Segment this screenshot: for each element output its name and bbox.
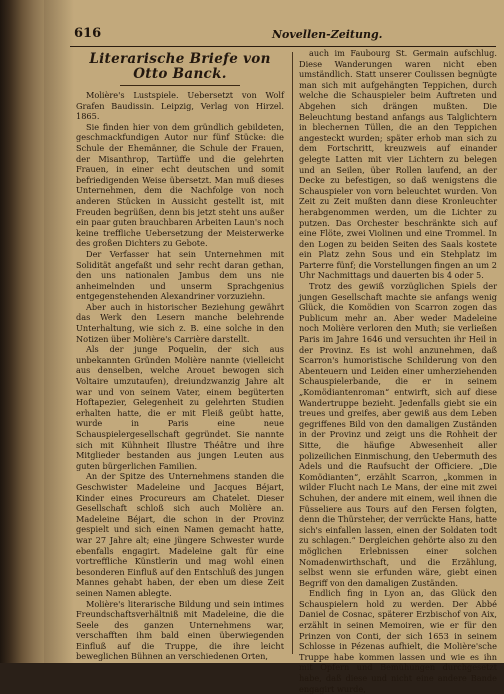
- left-column: [76, 48, 284, 662]
- running-head: Novellen-Zeitung.: [272, 28, 383, 41]
- paragraph: Endlich fing in Lyon an, das Glück den Schauspielern hold zu werden. Der Abbé Daniel de Cosnac, späterer Erzbischof von Aix, erzählt in seinen Memoiren, wie er für den Prinzen von Conti, der sich 1653 in seinem Schlosse in Pézenas aufhielt, die Molière'sche Truppe habe kommen lassen und wie es ihn mit Opfern und Bemühungen durchgesetzt habe, daß diese und nicht eine andere Bande engagirt wurde,: [299, 588, 497, 694]
- paragraph: Sie finden hier von dem gründlich gebildeten, geschmackfundigen Autor nur fünf Stücke: die Schule der Ehemänner, die Schule der Frauen, der Misanthrop, Tartüffe und die gelehrten Frauen, in einer echt deutschen und somit befriedigenden Weise übersetzt. Man muß dieses Unternehmen, dem die Nachfolge von noch anderen Stücken in Aussicht gestellt ist, mit Freuden begrüßen, denn bis jetzt steht uns außer ein paar guten brauchbaren Arbeiten Laun's noch keine treffliche Uebersetzung der Meisterwerke des großen Dichters zu Gebote.: [76, 121, 284, 249]
- paragraph: Trotz des gewiß vorzüglichen Spiels der jungen Gesellschaft machte sie anfangs wenig Glück, die Komödien von Scarron zogen das Publicum mehr an. Aber weder Madeleine noch Molière verloren den Muth; sie verließen Paris im Jahre 1646 und versuchten ihr Heil in der Provinz. Es ist wohl anzunehmen, daß Scarron's humoristische Schilderung von den Abenteuern und Leiden einer umherziehenden Schauspielerbande, die er in seinem „Komödiantenroman“ entwirft, sich auf diese Wandertruppe bezieht. Jedenfalls giebt sie ein treues und greifes, aber gewiß aus dem Leben gegriffenes Bild von den damaligen Zuständen in der Provinz und zeigt uns die Rohheit der Sitte, die häufige Abwesenheit aller polizeilichen Einmischung, den Uebermuth des Adels und die Raufsucht der Officiere. „Die Komödianten“, erzählt Scarron, „kommen in wilder Flucht nach Le Mans, der eine mit zwei Schuhen, der andere mit einem, weil ihnen die Füsseliere aus Tours auf den Fersen folgten, denn die Thürsteher, der verrückte Hans, hatte sich's einfallen lassen, einen der Soldaten todt zu schlagen.“ Dergleichen gehörte also zu den möglichen Erlebnissen einer solchen Nomadenwirthschaft, und die Erzählung, selbst wenn sie erfunden wäre, giebt einen Begriff von den damaligen Zuständen.: [299, 281, 497, 588]
- right-column: [299, 48, 497, 694]
- paragraph: auch im Faubourg St. Germain aufschlug. Diese Wanderungen waren nicht eben umständlich. Statt unserer Coulissen begnügte man sich mit aufgehängten Teppichen, durch welche die Schauspieler beim Auftreten und Abgehen sich drängen mußten. Die Beleuchtung bestand anfangs aus Talglichtern in blechernen Tüllen, die an den Teppichen angesteckt wurden; später erhob man sich zu dem Fortschritt, kreuzweis auf einander gelegte Latten mit vier Lichtern zu belegen und an Seilen, über Rollen laufend, an der Decke zu befestigen, so daß wenigstens die Schauspieler von vorn beleuchtet wurden. Von Zeit zu Zeit mußten dann diese Kronleuchter herabgenommen werden, um die Lichter zu putzen. Das Orchester beschränkte sich auf eine Flöte, zwei Violinen und eine Trommel. In den Logen zu beiden Seiten des Saals kostete ein Platz zehn Sous und ein Stehplatz im Parterre fünf; die Vorstellungen fingen an um 2 Uhr Nachmittags und dauerten bis 4 oder 5.: [299, 48, 497, 281]
- article-title: Literarische Briefe von Otto Banck.: [89, 51, 271, 82]
- paragraph: An der Spitze des Unternehmens standen die Geschwister Madeleine und Jacques Béjart, Kinder eines Procureurs am Chatelet. Dieser Gesellschaft schloß sich auch Molière an. Madeleine Béjart, die schon in der Provinz gespielt und sich einen Namen gemacht hatte, war 27 Jahre alt; eine jüngere Schwester wurde ebenfalls engagirt. Madeleine galt für eine vortreffliche Künstlerin und mag wohl einen besonderen Einfluß auf den Entschluß des jungen Mannes gehabt haben, der eben um diese Zeit seinen Namen ablegte.: [76, 471, 284, 598]
- column-divider: [292, 52, 293, 654]
- book-page: [44, 0, 504, 694]
- page-number: 616: [74, 26, 102, 41]
- book-reference: Molière's Lustspiele. Uebersetzt von Wolf Grafen Baudissin. Leipzig, Verlag von Hirzel. 1865.: [76, 90, 284, 122]
- right-paragraphs: [299, 48, 497, 694]
- paragraph: Als der junge Poquelin, der sich aus unbekannten Gründen Molière nannte (vielleicht aus denselben, welche Arouet bewogen sich Voltaire umzutaufen), dreiundzwanzig Jahre alt war und von seinem Vater, einem begüterten Hoftapezier, Gelegenheit zu gelehrten Studien erhalten hatte, die er mit Fleiß geübt hatte, wurde in Paris eine neue Schauspielergesellschaft gegründet. Sie nannte sich mit Kühnheit Illustre Théâtre und ihre Mitglieder bestanden aus jungen Leuten aus guten bürgerlichen Familien.: [76, 344, 284, 471]
- paragraph: Der Verfasser hat sein Unternehmen mit Solidität angefaßt und sehr recht daran gethan, den uns nationalen Jambus dem uns nie anheimelnden und unserm Sprachgenius entgegenstehenden Alexandriner vorzuziehn.: [76, 248, 284, 302]
- paragraph: Molière's literarische Bildung und sein intimes Freundschaftsverhältniß mit Madeleine, die die Seele des ganzen Unternehmens war, verschafften ihm bald einen überwiegenden Einfluß auf die Truppe, die ihre leicht beweglichen Bühnen an verschiedenen Orten,: [76, 598, 284, 662]
- header-rule: [70, 46, 496, 47]
- paragraph: Aber auch in historischer Beziehung gewährt das Werk den Lesern manche belehrende Unterhaltung, wie sich z. B. eine solche in den Notizen über Molière's Carrière darstellt.: [76, 301, 284, 344]
- left-paragraphs: [76, 122, 284, 662]
- page-header: [74, 26, 494, 48]
- title-rule: [120, 85, 240, 86]
